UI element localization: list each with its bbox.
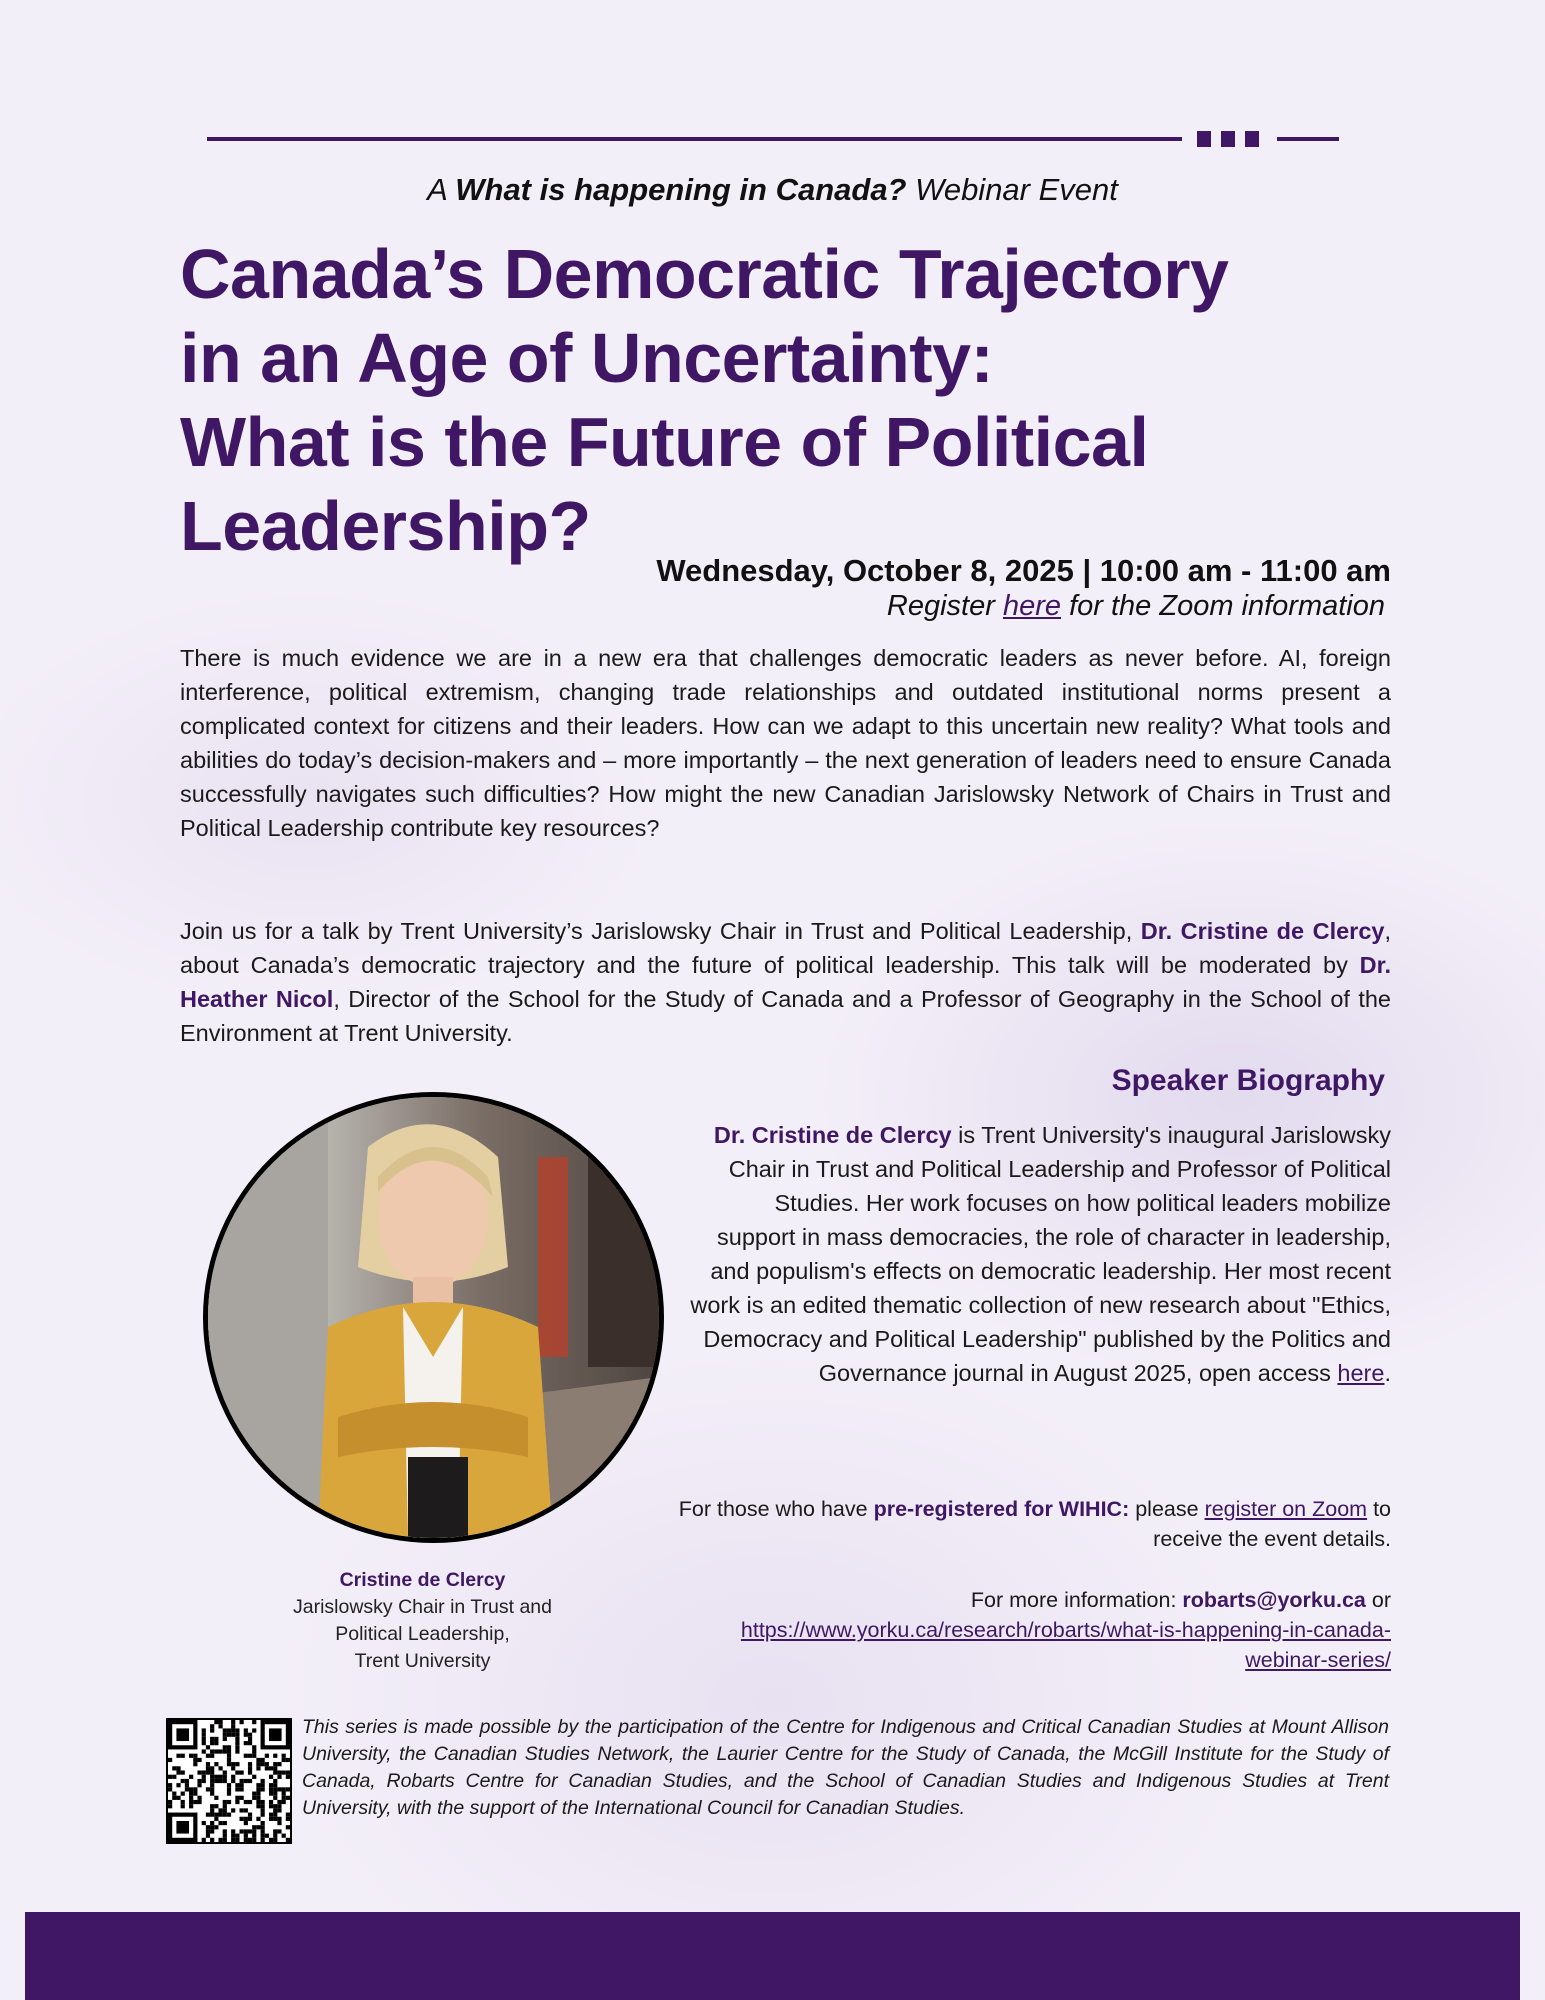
more-info-prefix: For more information: (970, 1588, 1177, 1612)
series-line (0, 172, 1545, 208)
series-prefix: A (427, 172, 447, 207)
more-info-or: or (1371, 1588, 1391, 1612)
intro-paragraph: There is much evidence we are in a new era that challenges democratic leaders as never before. AI, foreign interference, political extremism, changing trade relationships and outdated institutional norms present a complicated context for citizens and their leaders. How can we adapt to this uncertain new reality? What tools and abilities do today’s decision-makers and – more importantly – the next generation of leaders need to ensure Canada successfully navigates such difficulties? How might the new Canadian Jarislowsky Network of Chairs in Trust and Political Leadership contribute key resources? (180, 645, 1391, 841)
title-line-3: What is the Future of Political (180, 403, 1149, 481)
prereg-bold: pre-registered for WIHIC: (873, 1497, 1130, 1521)
photo-caption (250, 1567, 595, 1675)
bio-end: . (1384, 1360, 1391, 1386)
speaker-photo (203, 1092, 664, 1543)
register-line (887, 590, 1385, 623)
caption-name: Cristine de Clercy (339, 1569, 506, 1591)
webinar-series-link[interactable]: https://www.yorku.ca/research/robarts/what-is-happening-in-canada-webinar-series/ (740, 1618, 1391, 1672)
bio-heading: Speaker Biography (1111, 1064, 1385, 1097)
join-text-3: , Director of the School for the Study of Canada and a Professor of Geography in the School of the Environment at Trent University. (180, 986, 1391, 1046)
title-line-4: Leadership? (180, 487, 591, 565)
speaker-name: Dr. Cristine de Clercy (1140, 918, 1385, 944)
join-text-1: Join us for a talk by Trent University’s Jarislowsky Chair in Trust and Political Leadership, (180, 918, 1133, 944)
series-sponsors-note: This series is made possible by the participation of the Centre for Indigenous and Critical Canadian Studies at Mount Allison University, the Canadian Studies Network, the Laurier Centre for the Study of Canada, the McGill Institute for the Study of Canada, Robarts Centre for Canadian Studies, and the School of Canadian Studies and Indigenous Studies at Trent University, with the support of the International Council for Canadian Studies. (302, 1716, 1389, 1819)
prereg-text-2: please (1135, 1497, 1199, 1521)
register-prefix: Register (886, 590, 995, 622)
join-text-2: , about Canada’s democratic trajectory and the future of political leadership. This talk will be moderated by (180, 918, 1391, 978)
contact-email[interactable]: robarts@yorku.ca (1182, 1588, 1366, 1612)
header-rule (207, 137, 1182, 141)
prereg-text-3: to receive the event details. (1153, 1497, 1391, 1551)
join-paragraph (180, 914, 1391, 1050)
prereg-text-1: For those who have (678, 1497, 868, 1521)
register-on-zoom-link[interactable]: register on Zoom (1204, 1497, 1368, 1521)
event-date: Wednesday, October 8, 2025 | 10:00 am - 11:00 am (656, 553, 1391, 588)
register-suffix: for the Zoom information (1069, 590, 1385, 622)
moderator-name: Dr. Heather Nicol (180, 952, 1392, 1012)
series-name: What is happening in Canada? (455, 172, 907, 207)
bio-text (690, 1118, 1391, 1390)
footer-bar (25, 1912, 1520, 2000)
event-title (180, 232, 1380, 568)
header-rule-blocks (1197, 131, 1259, 147)
qr-code (166, 1718, 292, 1844)
bio-here-link[interactable]: here (1337, 1360, 1385, 1386)
title-line-1: Canada’s Democratic Trajectory (180, 235, 1229, 313)
caption-line-1: Jarislowsky Chair in Trust and (292, 1596, 552, 1618)
title-line-2: in an Age of Uncertainty: (180, 319, 994, 397)
header-rule-end (1277, 137, 1339, 141)
caption-line-3: Trent University (354, 1650, 491, 1672)
series-suffix: Webinar Event (915, 172, 1118, 207)
bio-speaker-name: Dr. Cristine de Clercy (713, 1122, 952, 1148)
qr-code-image (168, 1720, 290, 1842)
more-info (671, 1585, 1391, 1675)
speaker-photo-illustration (208, 1097, 659, 1538)
bio-body: is Trent University's inaugural Jarislowsky Chair in Trust and Political Leadership and Professor of Political Studies. Her work focuses on how political leaders mobilize support in mass democracies, the role of character in leadership, and populism's effects on democratic leadership. Her most recent work is an edited thematic collection of new research about "Ethics, Democracy and Political Leadership" published by the Politics and Governance journal in August 2025, open access (690, 1122, 1391, 1386)
preregistered-note (671, 1494, 1391, 1554)
caption-line-2: Political Leadership, (335, 1623, 510, 1645)
register-here-link[interactable]: here (1002, 590, 1062, 622)
